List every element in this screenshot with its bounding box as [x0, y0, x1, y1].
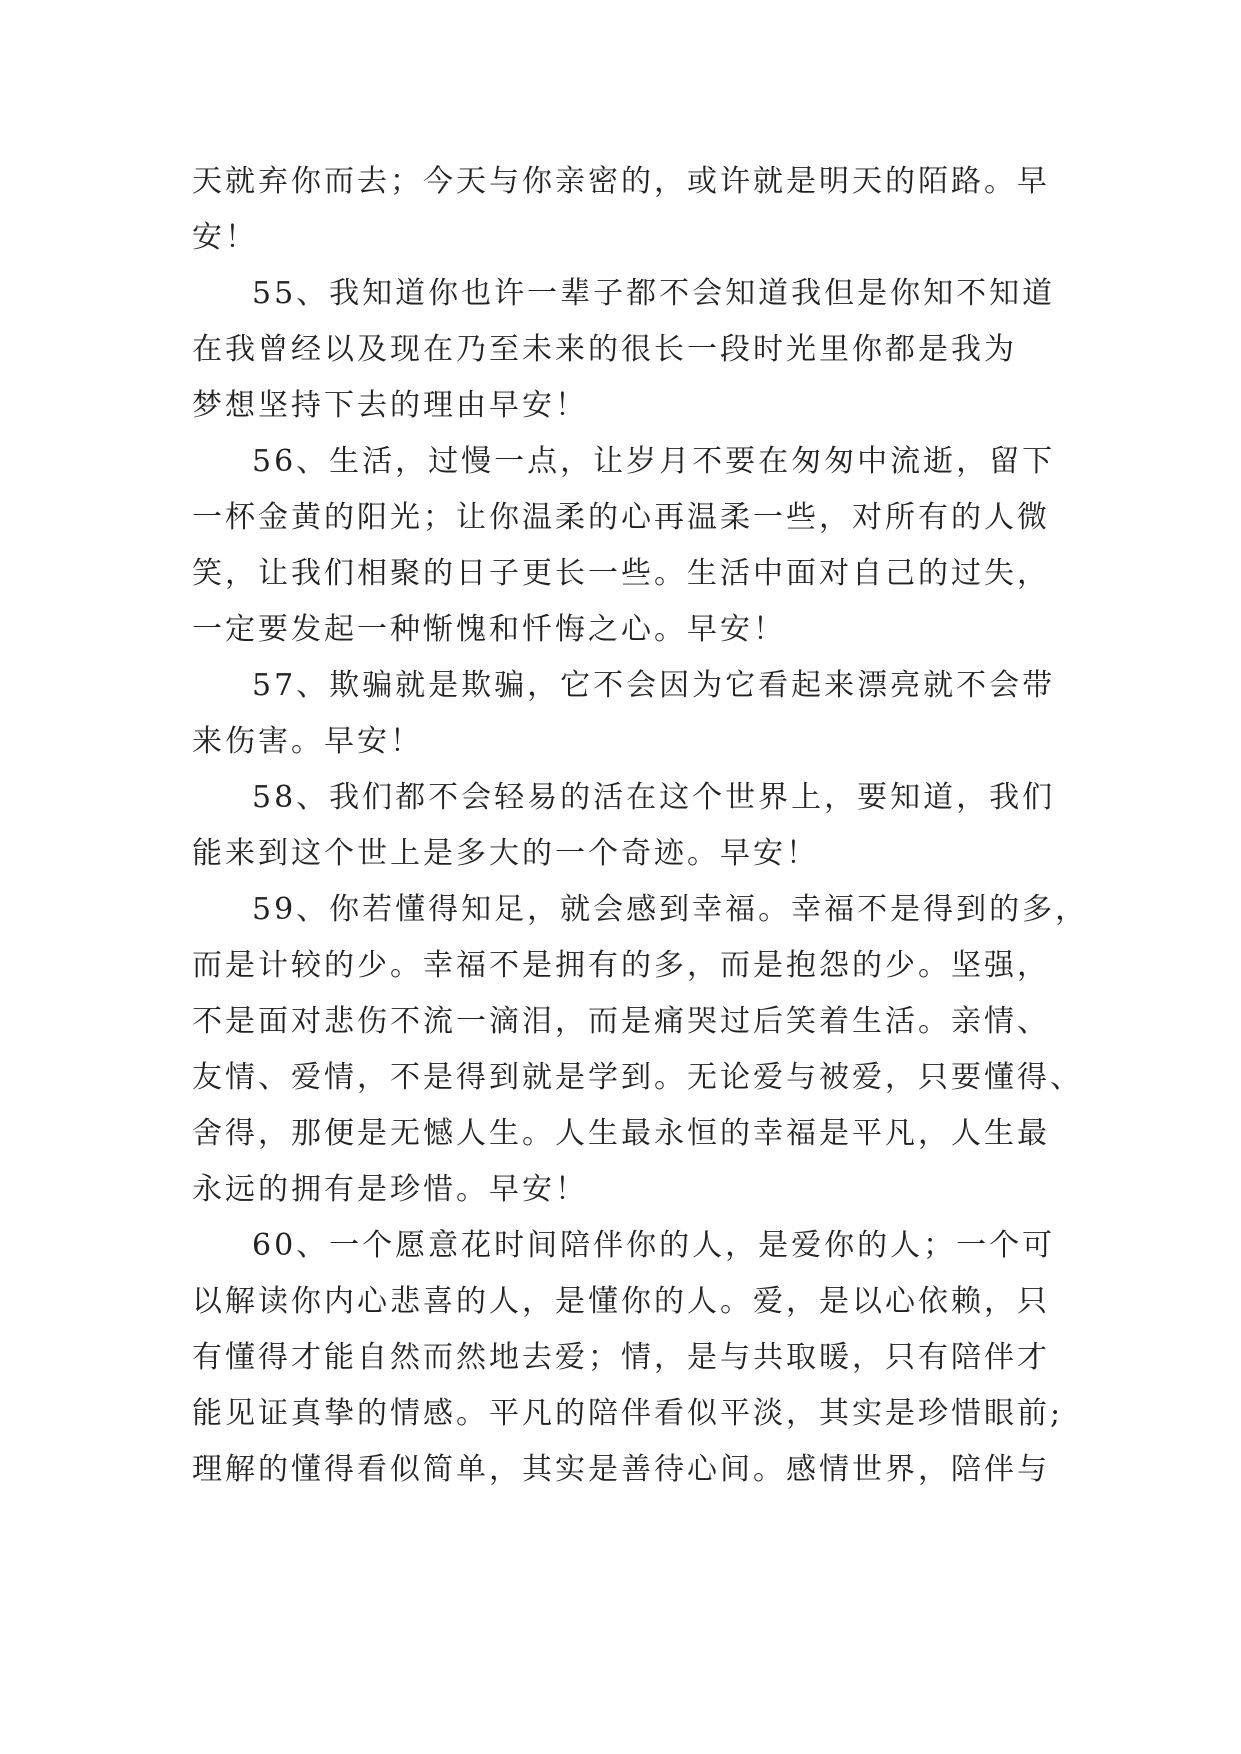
text-line: 以解读你内心悲喜的人，是懂你的人。爱，是以心依赖，只 — [192, 1284, 1050, 1319]
paragraph-58-first-line: 58、我们都不会轻易的活在这个世界上，要知道，我们 — [252, 780, 1056, 815]
text-line: 舍得，那便是无憾人生。人生最永恒的幸福是平凡，人生最 — [192, 1116, 1050, 1151]
paragraph-55-first-line: 55、我知道你也许一辈子都不会知道我但是你知不知道 — [252, 276, 1056, 311]
document-body — [192, 154, 1089, 1498]
text-line: 能来到这个世上是多大的一个奇迹。早安！ — [192, 836, 819, 871]
text-line: 有懂得才能自然而然地去爱；情，是与共取暖，只有陪伴才 — [192, 1340, 1050, 1375]
text-line: 一定要发起一种惭愧和忏悔之心。早安！ — [192, 612, 786, 647]
text-line: 梦想坚持下去的理由早安！ — [192, 388, 588, 423]
text-line: 理解的懂得看似简单，其实是善待心间。感情世界，陪伴与 — [192, 1452, 1050, 1487]
text-line: 笑，让我们相聚的日子更长一些。生活中面对自己的过失， — [192, 556, 1050, 591]
text-line: 永远的拥有是珍惜。早安！ — [192, 1172, 588, 1207]
text-line: 友情、爱情，不是得到就是学到。无论爱与被爱，只要懂得、 — [192, 1060, 1083, 1095]
text-line: 不是面对悲伤不流一滴泪，而是痛哭过后笑着生活。亲情、 — [192, 1004, 1050, 1039]
paragraph-59-first-line: 59、你若懂得知足，就会感到幸福。幸福不是得到的多， — [252, 892, 1089, 927]
text-line: 在我曾经以及现在乃至未来的很长一段时光里你都是我为 — [192, 332, 1017, 367]
text-line: 一杯金黄的阳光；让你温柔的心再温柔一些，对所有的人微 — [192, 500, 1050, 535]
paragraph-57-first-line: 57、欺骗就是欺骗，它不会因为它看起来漂亮就不会带 — [252, 668, 1056, 703]
text-line: 天就弃你而去；今天与你亲密的，或许就是明天的陌路。早 — [192, 164, 1050, 199]
text-line: 来伤害。早安！ — [192, 724, 423, 759]
paragraph-60-first-line: 60、一个愿意花时间陪伴你的人，是爱你的人；一个可 — [252, 1228, 1056, 1263]
text-line: 而是计较的少。幸福不是拥有的多，而是抱怨的少。坚强， — [192, 948, 1050, 983]
paragraph-56-first-line: 56、生活，过慢一点，让岁月不要在匆匆中流逝，留下 — [252, 444, 1056, 479]
text-line: 能见证真挚的情感。平凡的陪伴看似平淡，其实是珍惜眼前; — [192, 1396, 1064, 1431]
text-line: 安！ — [192, 220, 258, 255]
